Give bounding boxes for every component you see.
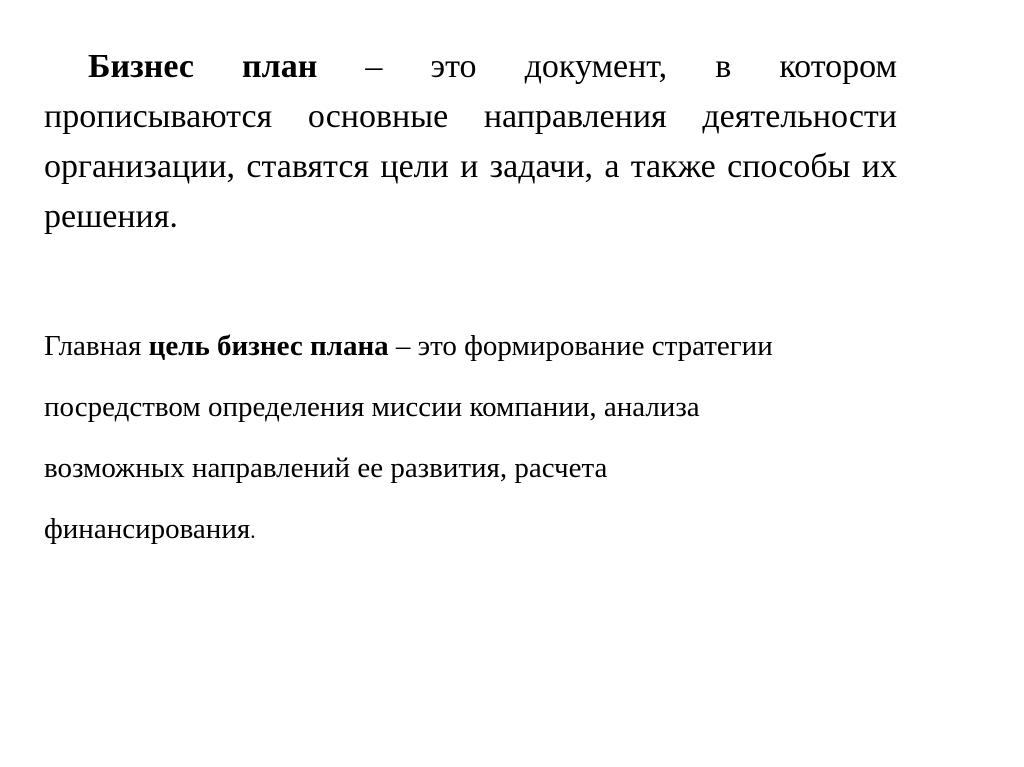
goal-line-2: посредством определения миссии компании, анализа	[44, 391, 700, 423]
term-business-plan: Бизнес план	[88, 48, 318, 85]
goal-line-4-text: финансирования	[44, 513, 251, 545]
definition-text: – это документ, в котором прописываются основные направления деятельности организации, ставятся цели и задачи, а также способы их решения.	[44, 48, 897, 235]
goal-line-1-rest: – это формирование стратегии	[388, 330, 773, 362]
goal-line-3: возможных направлений ее развития, расчета	[44, 452, 608, 484]
goal-line-4	[44, 499, 944, 561]
goal-line-1	[44, 316, 944, 377]
goal-line-4-period: .	[250, 518, 256, 543]
term-goal: цель бизнес плана	[148, 330, 389, 362]
business-plan-definition	[44, 42, 897, 242]
business-plan-goal	[44, 316, 944, 561]
goal-lead: Главная	[44, 330, 149, 362]
